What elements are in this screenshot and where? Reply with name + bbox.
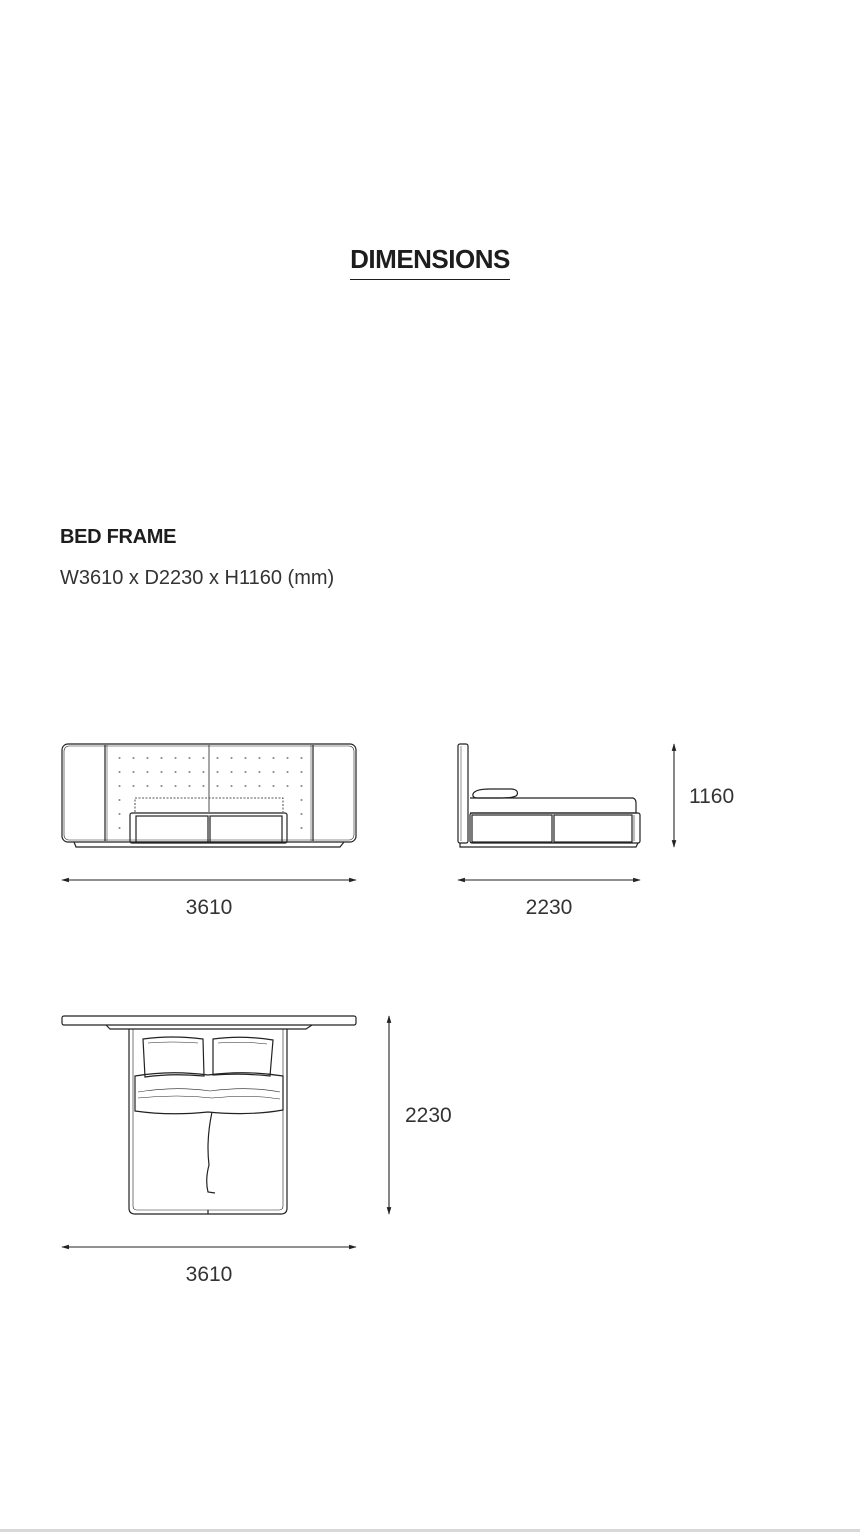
dimensions-title: DIMENSIONS xyxy=(350,244,510,280)
front-width-label: 3610 xyxy=(185,896,233,919)
top-depth-label: 2230 xyxy=(405,1104,452,1127)
side-depth-label: 2230 xyxy=(525,896,573,919)
product-dimensions: W3610 x D2230 x H1160 (mm) xyxy=(60,567,335,589)
product-name: BED FRAME xyxy=(60,526,177,548)
side-height-label: 1160 xyxy=(689,785,735,808)
front-view-drawing xyxy=(62,744,356,847)
top-width-label: 3610 xyxy=(185,1263,233,1286)
side-view-drawing xyxy=(458,744,640,847)
top-view-drawing xyxy=(62,1016,356,1214)
